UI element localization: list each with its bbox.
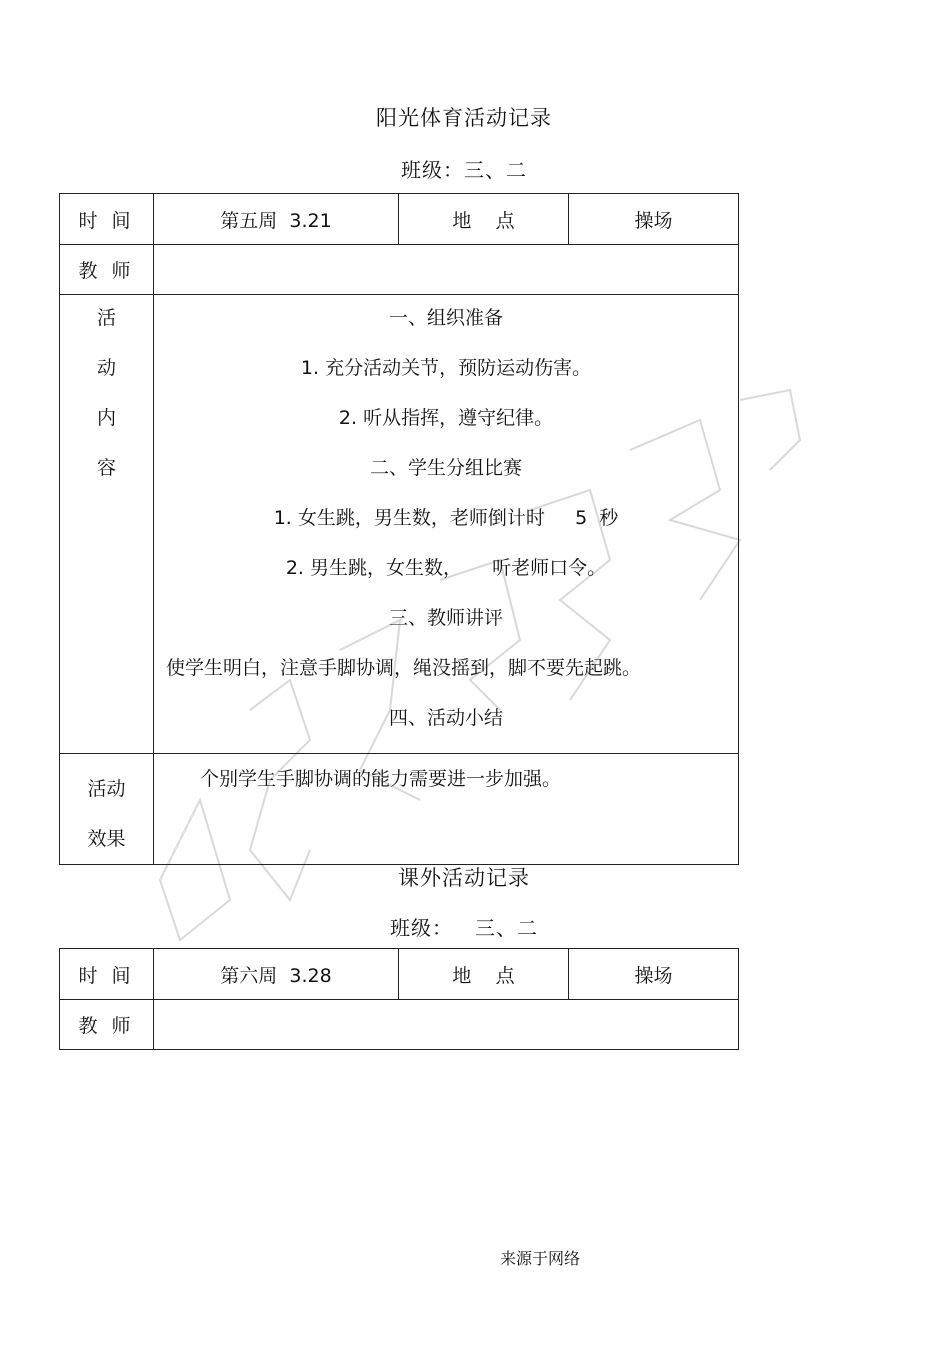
teacher-value — [154, 1000, 739, 1050]
content-line: 2. 听从指挥，遵守纪律。 — [338, 407, 554, 429]
record2-table — [59, 948, 739, 1050]
teacher-label: 教 师 — [60, 1000, 154, 1050]
content-line: 使学生明白，注意手脚协调，绳没摇到，脚不要先起跳。 — [166, 657, 642, 679]
record2-class-line: 班级： 三、二 — [389, 916, 539, 940]
content-label-char: 内 — [96, 407, 116, 429]
teacher-value — [154, 245, 739, 295]
content-label-char: 活 — [96, 307, 116, 329]
time-value: 第五周 3.21 — [154, 194, 399, 245]
teacher-row — [60, 1000, 739, 1050]
effect-label-line: 活动 — [87, 778, 126, 800]
time-label: 时 间 — [60, 949, 154, 1000]
content-line: 四、活动小结 — [388, 707, 503, 729]
effect-value: 个别学生手脚协调的能力需要进一步加强。 — [154, 754, 739, 865]
content-row — [60, 295, 739, 754]
time-row — [60, 194, 739, 245]
time-label: 时 间 — [60, 194, 154, 245]
content-line: 一、组织准备 — [388, 307, 503, 329]
location-value: 操场 — [569, 194, 739, 245]
content-label-char: 容 — [96, 457, 116, 479]
record1-class-line: 班级：三、二 — [401, 158, 527, 182]
effect-label-line: 效果 — [87, 828, 126, 850]
record1-title: 阳光体育活动记录 — [376, 106, 552, 130]
content-label-char: 动 — [96, 357, 116, 379]
time-value: 第六周 3.28 — [154, 949, 399, 1000]
content-line: 二、学生分组比赛 — [369, 457, 522, 479]
record1-table — [59, 193, 739, 865]
location-label: 地 点 — [399, 949, 569, 1000]
record2-title: 课外活动记录 — [398, 866, 530, 890]
content-line: 2. 男生跳，女生数， 听老师口令。 — [285, 557, 607, 579]
footer-source: 来源于网络 — [500, 1249, 581, 1268]
effect-row — [60, 754, 739, 865]
teacher-row — [60, 245, 739, 295]
content-line: 三、教师讲评 — [388, 607, 503, 629]
content-line: 1. 女生跳，男生数，老师倒计时 5 秒 — [273, 507, 619, 529]
content-body — [154, 295, 739, 754]
effect-label — [60, 754, 154, 865]
time-row — [60, 949, 739, 1000]
content-line: 1. 充分活动关节，预防运动伤害。 — [300, 357, 592, 379]
location-label: 地 点 — [399, 194, 569, 245]
teacher-label: 教 师 — [60, 245, 154, 295]
location-value: 操场 — [569, 949, 739, 1000]
content-label — [60, 295, 154, 754]
